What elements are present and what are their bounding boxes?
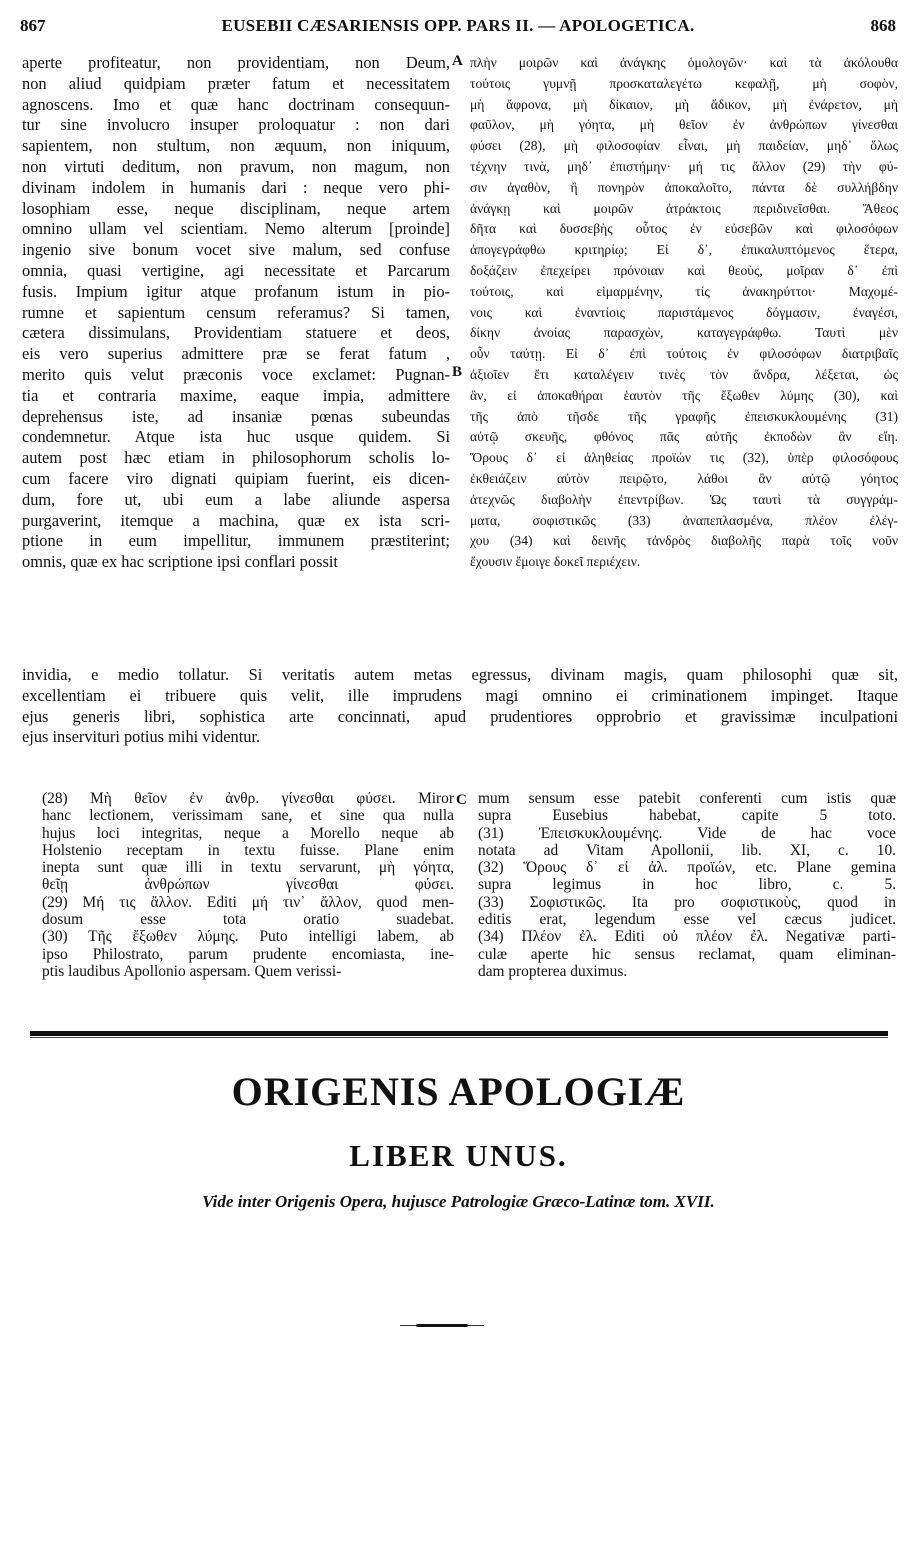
greek-text-line: σιν ἀγαθὸν, ἢ πονηρὸν ἀποκαλοῖτο, πάντα δὲ συλλήβδην xyxy=(470,179,898,195)
greek-text-line: δῆτα καὶ δυσσεβὴς οὗτος ἐν εὐσεβῶν καὶ φιλοσόφων xyxy=(470,221,898,237)
greek-text-line: ἐκθειάζειν αὐτὸν πειρῷτο, λάθοι ἂν αὐτῷ γόητος xyxy=(470,470,898,486)
greek-column xyxy=(470,53,898,573)
footnote-line: supra Eusebius habebat, capite 5 toto. xyxy=(478,807,896,825)
ornament-tip-left xyxy=(400,1325,418,1326)
greek-text-line: οὖν ταύτῃ. Εἰ δ᾽ ἐπὶ τούτοις ἐν φιλοσόφων διατριβαῖς xyxy=(470,346,898,362)
greek-text-line: ἀξιοῖεν ἔτι καταλέγειν τινὲς τὸν ἄνδρα, λέξεται, ὡς xyxy=(470,366,898,382)
latin-text-line: divinam indolem in humanis dari : neque vero phi- xyxy=(22,177,450,197)
latin-column xyxy=(22,53,450,573)
latin-text-line: purgaverint, itemque a machina, quæ ex ista scri- xyxy=(22,510,450,530)
latin-text-line: cætera dissimulans, Providentiam statuere et deos, xyxy=(22,323,450,343)
footnote-line: inepta sunt quæ illi in textu servarunt, μὴ γόητα, xyxy=(42,859,454,877)
footnote-line: (29) Μή τις ἄλλον. Editi μή τιν᾽ ἄλλον, quod men- xyxy=(42,893,454,911)
body-text-line: excellentiam ei tribuere quis velit, ille imprudens magi omnino ei criminationem impinget. Itaque xyxy=(22,685,898,705)
footnote-line: hanc lectionem, verissimam sane, et sine qua nulla xyxy=(42,807,454,825)
section-marker-a: A xyxy=(452,53,463,69)
latin-text-line: merito quis velut præconis voce exclamet: Pugnan- xyxy=(22,364,450,384)
latin-text-line: condemnetur. Atque ista huc usque quidem. Si xyxy=(22,427,450,447)
greek-text-line: αὐτῷ σκευῆς, φθόνος πᾶς αὐτῆς ἐκποδὼν ἂν εἴη. xyxy=(470,429,898,445)
greek-text-line: πλὴν μοιρῶν καὶ ἀνάγκης ὁμολογῶν· καὶ τὰ ἀκόλουθα xyxy=(470,55,898,70)
greek-text-line: μὴ ἄφρονα, μὴ δίκαιον, μὴ ἄδικον, μὴ ἐνάρετον, μὴ xyxy=(470,96,898,112)
running-title: EUSEBII CÆSARIENSIS OPP. PARS II. — APOLOGETICA. xyxy=(221,16,695,35)
greek-text-line: δίκην ἀνοίας παρασχὼν, καταγεγράφθω. Ταυτὶ μὲν xyxy=(470,325,898,341)
footnotes-right xyxy=(478,790,896,980)
book-title: ORIGENIS APOLOGIÆ xyxy=(231,1069,686,1114)
footnote-line: (28) Μὴ θεῖον ἐν ἀνθρ. γίνεσθαι φύσει. Miror xyxy=(42,790,454,807)
footnote-line: hujus loci integritas, neque a Morello neque ab xyxy=(42,824,454,842)
section-marker-c: C xyxy=(456,792,467,808)
footnote-line: (33) Σοφιστικῶς. Ita pro σοφιστικοὺς, quod in xyxy=(478,893,896,911)
latin-text-line: omnia, quasi vertigine, agi necessitate et Parcarum xyxy=(22,260,450,280)
latin-text-line: fusis. Impium igitur atque profanum istum in pio- xyxy=(22,281,450,301)
footnote-line: (34) Πλέον ἐλ. Editi οὐ πλέον ἐλ. Negativæ parti- xyxy=(478,928,896,946)
section-divider-thin-rule xyxy=(30,1037,888,1038)
latin-text-line: tur sine involucro insuper proloquatur : non dari xyxy=(22,115,450,135)
greek-text-line: φαῦλον, μὴ γόητα, μὴ θεῖον ἐν ἀνθρώπων γίνεσθαι xyxy=(470,117,898,133)
ornament-tip-right xyxy=(466,1325,484,1326)
section-marker-b: B xyxy=(452,364,463,380)
latin-text-line: omnino ullam vel scientiam. Nemo alterum [proinde] xyxy=(22,219,450,239)
running-header xyxy=(20,16,896,40)
latin-text-line: deprehensus iste, ad insaniæ pœnas subeundas xyxy=(22,406,450,426)
footnote-line: notata ad Vitam Apollonii, lib. XI, c. 10. xyxy=(478,841,896,859)
latin-text-line: ptione in eum impellitur, immunem præstiterint; xyxy=(22,531,450,551)
latin-text-line: aperte profiteatur, non providentiam, non Deum, xyxy=(22,53,450,72)
greek-text-line: τούτοις γυμνῇ προσκαταλεγέτω κεφαλῇ, μὴ σοφὸν, xyxy=(470,75,898,91)
latin-text-line: autem post hæc etiam in philosophorum scholis lo- xyxy=(22,448,450,468)
latin-text-line: eis vero superius admittere præ se ferat fatum , xyxy=(22,344,450,364)
latin-text-line: rumne et sapientum censum referamus? Si tamen, xyxy=(22,302,450,322)
latin-text-line: losophiam esse, neque disciplinam, neque artem xyxy=(22,198,450,218)
latin-text-line: cum facere viro dignati quipiam fuerint, eis dicen- xyxy=(22,468,450,488)
footnote-line: mum sensum esse patebit conferenti cum istis quæ xyxy=(478,790,896,807)
latin-text-line: non aliud quidpiam præter fatum et necessitatem xyxy=(22,73,450,93)
footnote-line: Holstenio receptam in textu fuisse. Plane enim xyxy=(42,841,454,859)
footnote-line: θεῖῃ ἀνθρώπων γίνεσθαι φύσει. xyxy=(42,876,454,894)
footnotes-left xyxy=(42,790,454,980)
greek-text-line: ἔχουσιν ἔμοιγε δοκεῖ περιέχειν. xyxy=(470,554,641,570)
greek-text-line: δοξάζειν ἐπεχείρει πρόνοιαν καὶ θεοὺς, μοῖραν δ᾽ ἐπὶ xyxy=(470,262,898,278)
footnote-line: (31) Ἐπεισκυκλουμένης. Vide de hac voce xyxy=(478,824,896,842)
footnote-line: ipso Philostrato, parum prudente encomiasta, ine- xyxy=(42,945,454,963)
greek-text-line: φύσει (28), μὴ φιλοσοφίαν εἶναι, μὴ παιδείαν, μηδ᾽ ὅλως xyxy=(470,138,898,154)
footnote-line: dam propterea duximus. xyxy=(478,962,628,980)
greek-text-line: ἂν, εἰ ἀποκαθήραι ἑαυτὸν τῆς ἔξωθεν λύμης (30), καὶ xyxy=(470,387,898,403)
latin-text-line: sapientem, non stultum, non æquum, non iniquum, xyxy=(22,136,450,156)
body-text-line: invidia, e medio tollatur. Si veritatis autem metas egressus, divinam magis, quam philosophi quæ sit, xyxy=(22,665,898,684)
footnote-line: ptis laudibus Apollonio aspersam. Quem verissi- xyxy=(42,962,342,980)
latin-text-line: omnis, quæ ex hac scriptione ipsi conflari possit xyxy=(22,552,338,572)
footnote-line: editis erat, legendum esse vel cæcus judicet. xyxy=(478,911,896,929)
left-page-number: 867 xyxy=(20,16,46,35)
greek-text-line: ἀπογεγράφθω κριτηρίῳ; Εἰ δ᾽, ἐπικαλυπτόμενος ἕτερα, xyxy=(470,242,898,258)
full-width-paragraph xyxy=(22,665,898,748)
footnote-line: (32) Ὅρους δ᾽ εἰ ἀλ. προϊών, etc. Plane gemina xyxy=(478,859,896,877)
greek-text-line: Ὅρους δ᾽ εἰ ἀληθείας προϊών τις (32), ὑπὲρ φιλοσόφους xyxy=(470,450,898,466)
ornament-rule xyxy=(416,1324,468,1327)
body-text-line: ejus generis libri, sophistica arte concinnati, apud prudentiores opprobrio et gravissimæ inculpationi xyxy=(22,706,898,726)
greek-text-line: ἀτεχνῶς διαβολὴν ἐπεντρίβων. Ὡς ταυτὶ τὰ συγγράμ- xyxy=(470,491,898,507)
latin-text-line: dum, fore ut, ubi eum a labe aliunde aspersa xyxy=(22,489,450,509)
latin-text-line: tia et contraria maxime, eaque impia, admittere xyxy=(22,385,450,405)
greek-text-line: τέχνην τινὰ, μηδ᾽ ἐπιστήμην· μή τις ἄλλον (29) τὴν φύ- xyxy=(470,158,898,174)
greek-text-line: τούτοις, καὶ εἱμαρμένην, τίς ἀνακηρύττοι· Μαχομέ- xyxy=(470,283,898,299)
footnote-line: supra legimus in hoc libro, c. 5. xyxy=(478,876,896,894)
greek-text-line: τῆς ἀπὸ τῆσδε τῆς γραφῆς ἐπεισκυκλουμένης (31) xyxy=(470,408,898,424)
footnote-line: dosum esse tota oratio suadebat. xyxy=(42,911,454,929)
latin-text-line: non virtuti deditum, non pravum, non magum, non xyxy=(22,156,450,176)
greek-text-line: χου (34) καὶ δεινῆς τἀνδρὸς διαβολῆς παρὰ τοῖς νοῦν xyxy=(470,533,898,549)
latin-text-line: ingenio sive bonum vocet sive malum, sed confuse xyxy=(22,240,450,260)
greek-text-line: ἀνάγκῃ καὶ μοιρῶν ἀτράκτοις περιδινεῖσθαι. Ἄθεος xyxy=(470,200,898,216)
greek-text-line: νοις καὶ ἐναντίοις παριστάμενος δόγμασιν, ἐναγέσι, xyxy=(470,304,898,320)
right-page-number: 868 xyxy=(870,16,896,35)
footnote-line: culæ aperte hic sensus reclamat, quam eliminan- xyxy=(478,945,896,963)
section-divider-rule xyxy=(30,1031,888,1036)
footnote-line: (30) Τῆς ἔξωθεν λύμης. Puto intelligi labem, ab xyxy=(42,928,454,946)
cross-reference: Vide inter Origenis Opera, hujusce Patrologiæ Græco-Latinæ tom. XVII. xyxy=(202,1192,715,1211)
book-subtitle: LIBER UNUS. xyxy=(349,1138,568,1173)
body-text-line: ejus inservituri potius mihi videntur. xyxy=(22,727,261,747)
latin-text-line: agnoscens. Imo et quæ hanc doctrinam consequun- xyxy=(22,94,450,114)
greek-text-line: ματα, σοφιστικῶς (33) ἀναπεπλασμένα, πλέον ἐλέγ- xyxy=(470,512,898,528)
